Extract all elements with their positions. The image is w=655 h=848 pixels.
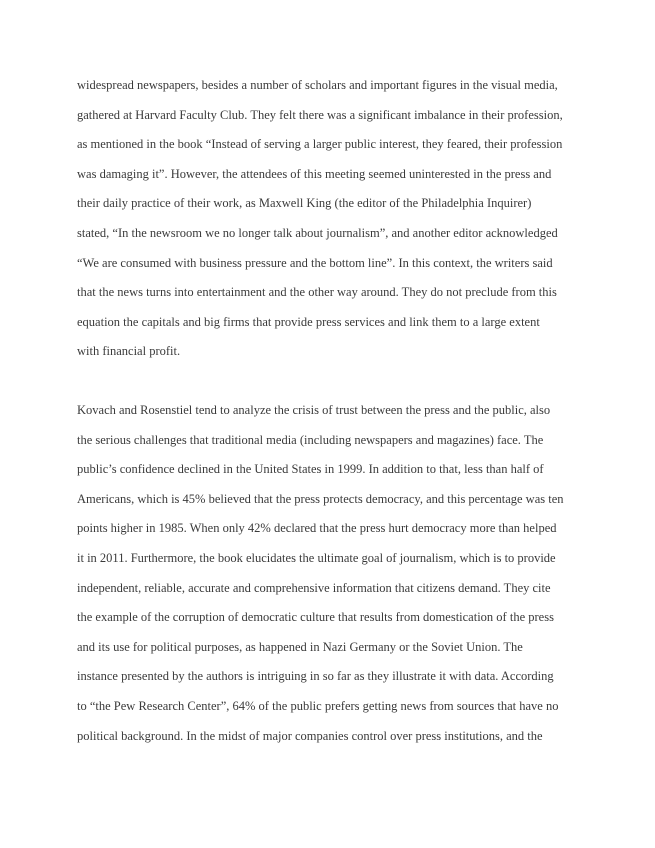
text-line: independent, reliable, accurate and comprehensive information that citizens demand. They cite bbox=[77, 580, 551, 595]
text-line: to “the Pew Research Center”, 64% of the public prefers getting news from sources that have no bbox=[77, 698, 559, 713]
text-line: gathered at Harvard Faculty Club. They felt there was a significant imbalance in their profession, bbox=[77, 107, 563, 122]
text-line: equation the capitals and big firms that provide press services and link them to a large extent bbox=[77, 314, 540, 329]
text-line: Americans, which is 45% believed that the press protects democracy, and this percentage was ten bbox=[77, 491, 564, 506]
text-line: it in 2011. Furthermore, the book elucidates the ultimate goal of journalism, which is to provide bbox=[77, 550, 556, 565]
text-line: “We are consumed with business pressure and the bottom line”. In this context, the writers said bbox=[77, 255, 553, 270]
text-line: Kovach and Rosenstiel tend to analyze the crisis of trust between the press and the public, also bbox=[77, 403, 551, 417]
paragraph bbox=[77, 71, 637, 367]
text-line: with financial profit. bbox=[77, 344, 181, 359]
text-line: was damaging it”. However, the attendees of this meeting seemed uninterested in the press and bbox=[77, 166, 552, 181]
text-line: stated, “In the newsroom we no longer talk about journalism”, and another editor acknowledged bbox=[77, 225, 558, 240]
text-line: the serious challenges that traditional media (including newspapers and magazines) face. The bbox=[77, 432, 544, 447]
text-line: widespread newspapers, besides a number of scholars and important figures in the visual media, bbox=[77, 78, 558, 92]
paragraph bbox=[77, 396, 637, 751]
text-line: points higher in 1985. When only 42% declared that the press hurt democracy more than helped bbox=[77, 521, 557, 536]
text-line: their daily practice of their work, as Maxwell King (the editor of the Philadelphia Inquirer) bbox=[77, 196, 532, 211]
text-line: that the news turns into entertainment and the other way around. They do not preclude from this bbox=[77, 285, 557, 300]
text-line: public’s confidence declined in the United States in 1999. In addition to that, less than half of bbox=[77, 462, 544, 477]
text-line: political background. In the midst of major companies control over press institutions, and the bbox=[77, 728, 543, 743]
text-line: instance presented by the authors is intriguing in so far as they illustrate it with data. According bbox=[77, 669, 554, 684]
text-line: the example of the corruption of democratic culture that results from domestication of the press bbox=[77, 610, 554, 625]
text-line: as mentioned in the book “Instead of serving a larger public interest, they feared, their profession bbox=[77, 137, 563, 152]
text-line: and its use for political purposes, as happened in Nazi Germany or the Soviet Union. The bbox=[77, 639, 523, 654]
